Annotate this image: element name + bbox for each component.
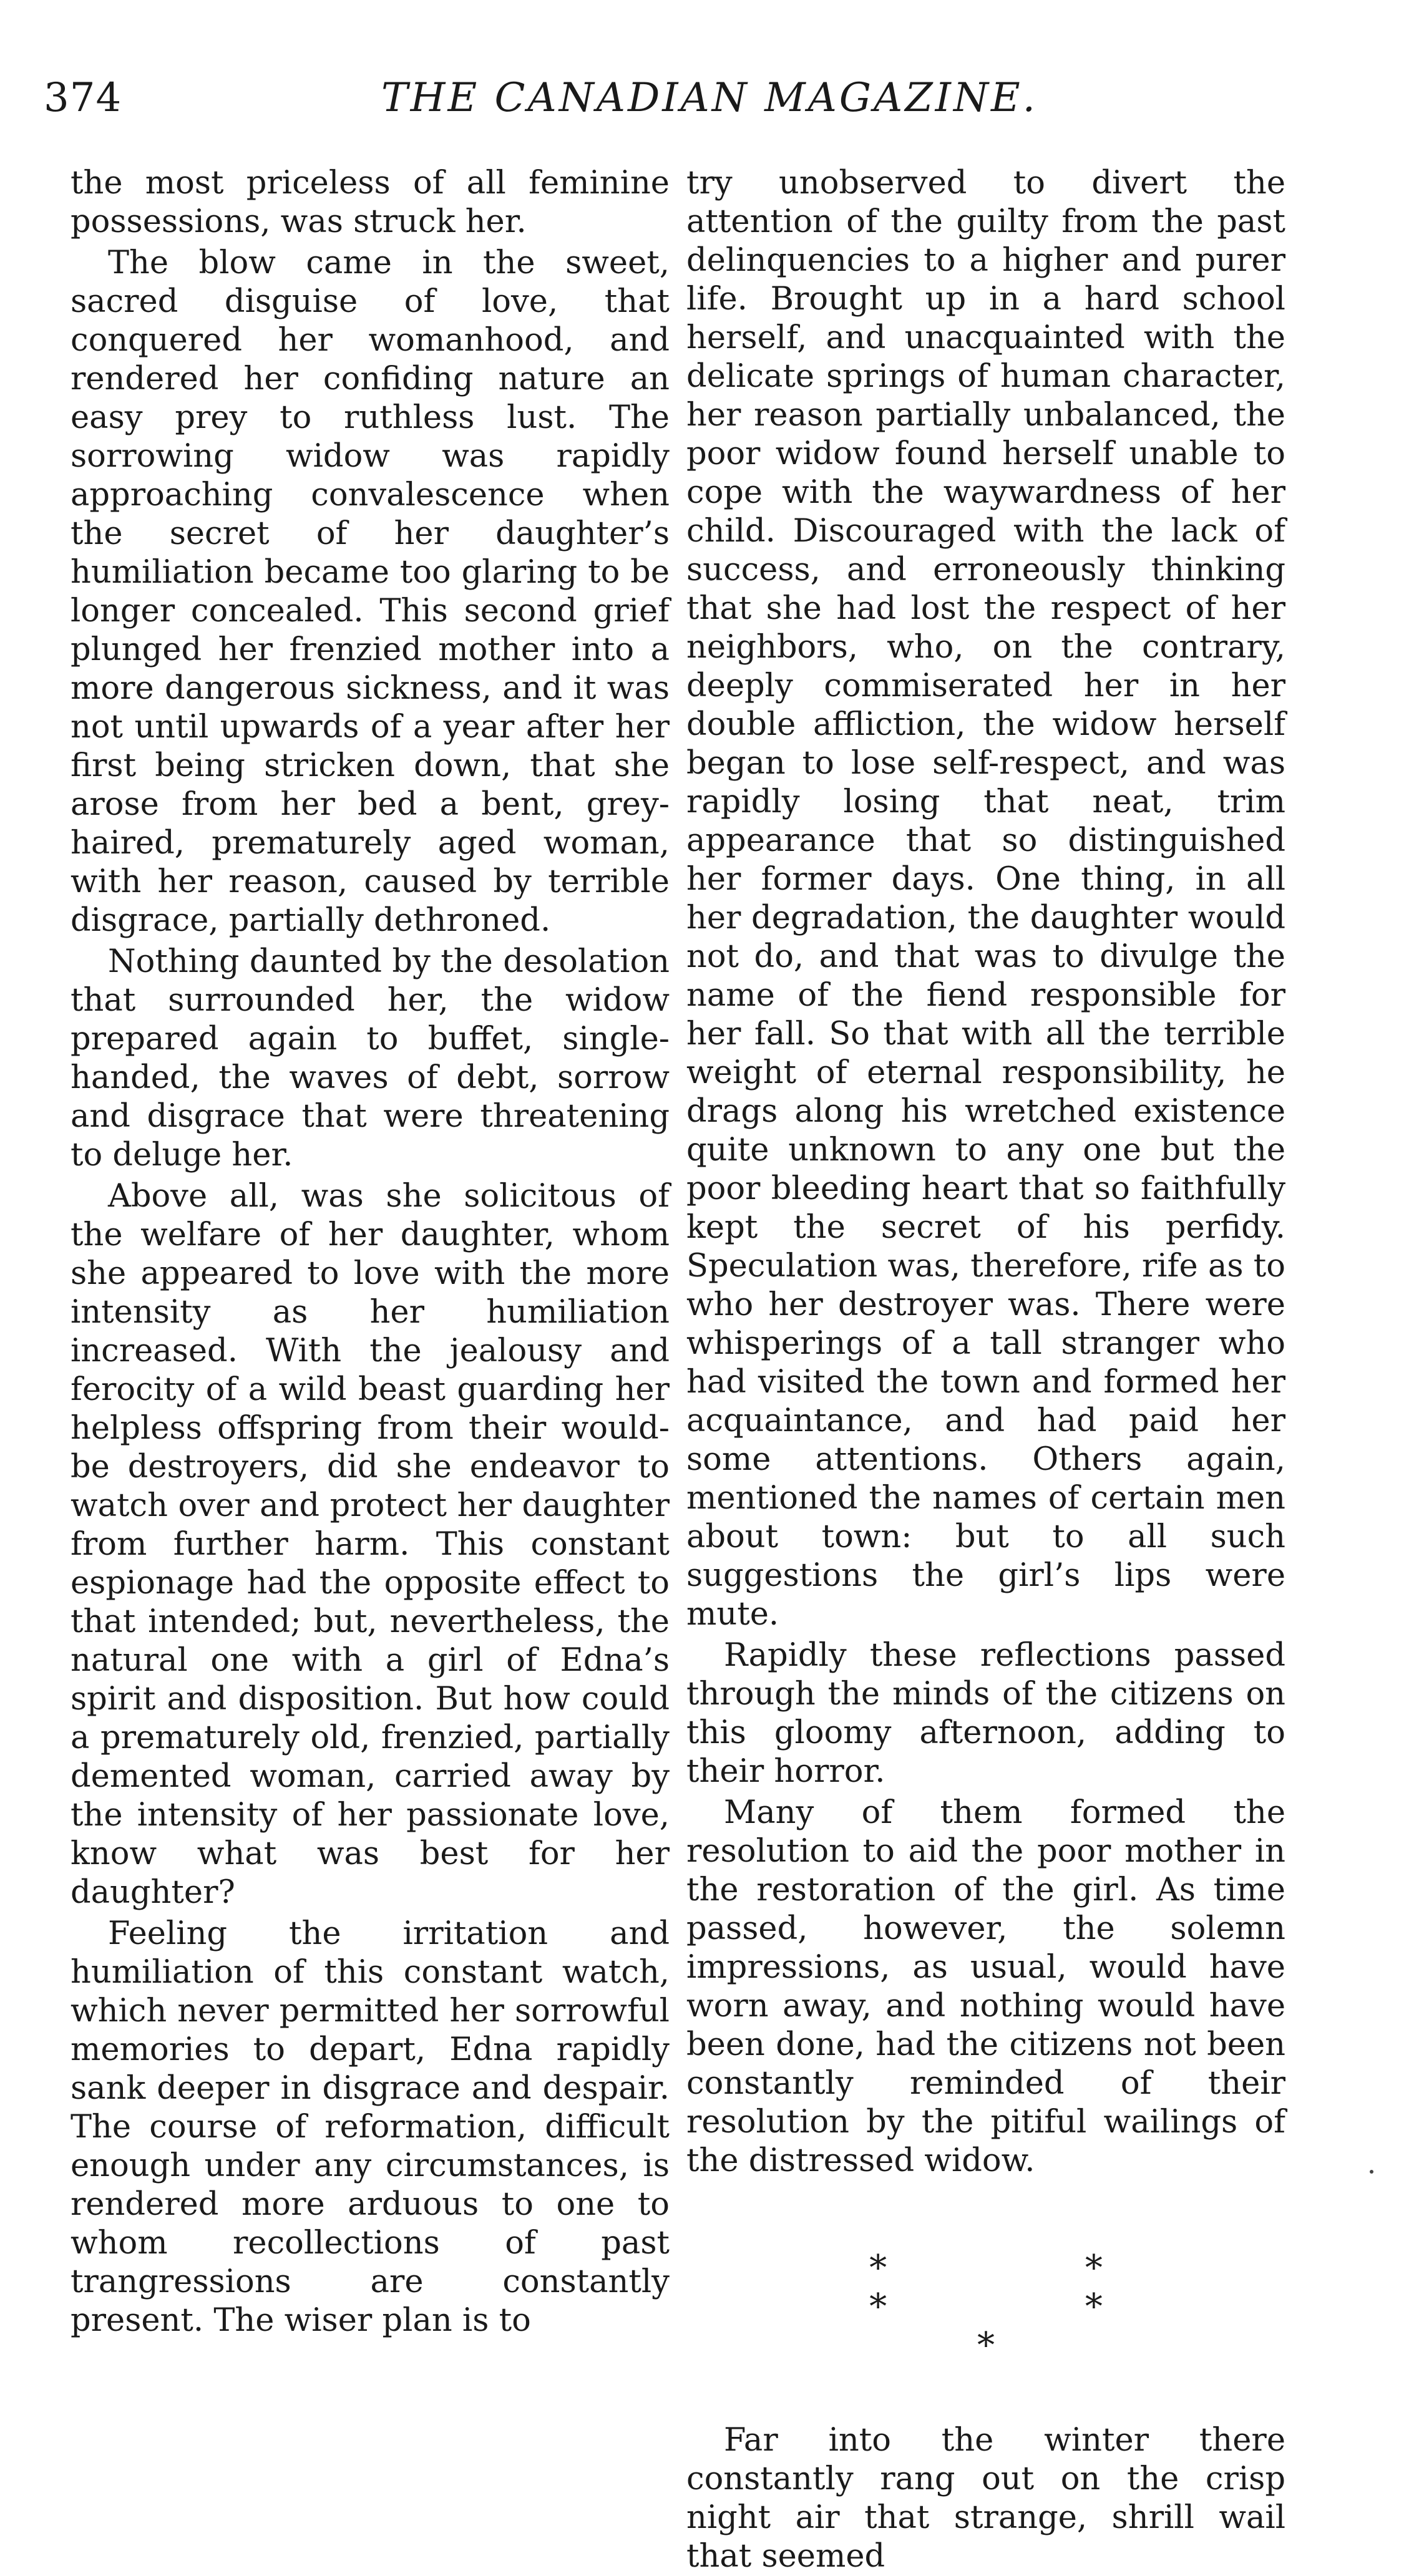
- left-column: [71, 164, 670, 2340]
- right-column: [686, 164, 1285, 2576]
- page-number: 374: [44, 75, 122, 121]
- section-break: * * * * *: [869, 2248, 1196, 2366]
- paragraph: the most priceless of all feminine possessions, was struck her.: [71, 165, 670, 240]
- page-header: [0, 75, 1419, 137]
- paragraph: try unobserved to divert the attention of the guilty from the past delinquencies to a higher and purer life. Brought up in a hard school herself, and unacquainted with the delicate springs of human character, her reason partially unbalanced, the poor widow found herself unable to cope with the waywardness of her child. Discouraged with the lack of success, and erroneously thinking that she had lost the respect of her neighbors, who, on the contrary, deeply commiserated her in her double affliction, the widow herself began to lose self-respect, and was rapidly losing that neat, trim appearance that so distinguished her former days. One thing, in all her degradation, the daughter would not do, and that was to divulge the name of the fiend responsible for her fall. So that with all the terrible weight of eternal responsibility, he drags along his wretched existence quite unknown to any one but the poor bleeding heart that so faithfully kept the secret of his perfidy. Speculation was, therefore, rife as to who her destroyer was. There were whisperings of a tall stranger who had visited the town and formed her acquaintance, and had paid her some attentions. Others again, mentioned the names of certain men about town: but to all such suggestions the girl’s lips were mute.: [686, 165, 1285, 1633]
- paragraph: Far into the winter there constantly rang out on the crisp night air that strange, shrill wail that seemed: [686, 2422, 1285, 2575]
- paragraph: Many of them formed the resolution to aid the poor mother in the restoration of the girl. As time passed, however, the solemn impressions, as usual, would have worn away, and nothing would have been done, had the citizens not been constantly reminded of their resolution by the pitiful wailings of the distressed widow.: [686, 1794, 1285, 2179]
- running-title: THE CANADIAN MAGAZINE.: [381, 75, 1038, 121]
- paragraph: The blow came in the sweet, sacred disguise of love, that conquered her womanhood, and rendered her confiding nature an easy prey to ruthless lust. The sorrowing widow was rapidly approaching convalescence when the secret of her daughter’s humiliation became too glaring to be longer concealed. This second grief plunged her frenzied mother into a more dangerous sickness, and it was not until upwards of a year after her first being stricken down, that she arose from her bed a bent, grey-haired, prematurely aged woman, with her reason, caused by terrible disgrace, partially dethroned.: [71, 245, 670, 939]
- paragraph: Above all, was she solicitous of the welfare of her daughter, whom she appeared to love with the more intensity as her humiliation increased. With the jealousy and ferocity of a wild beast guarding her helpless offspring from their would-be destroyers, did she endeavor to watch over and protect her daughter from further harm. This constant espionage had the opposite effect to that intended; but, nevertheless, the natural one with a girl of Edna’s spirit and disposition. But how could a prematurely old, frenzied, partially demented woman, carried away by the intensity of her passionate love, know what was best for her daughter?: [71, 1178, 670, 1911]
- paragraph: Nothing daunted by the desolation that surrounded her, the widow prepared again to buffet, single-handed, the waves of debt, sorrow and disgrace that were threatening to deluge her.: [71, 943, 670, 1174]
- margin-mark: [1370, 2170, 1373, 2174]
- paragraph: Rapidly these reflections passed through the minds of the citizens on this gloomy afternoon, adding to their horror.: [686, 1637, 1285, 1790]
- paragraph: Feeling the irritation and humiliation of this constant watch, which never permitted her sorrowful memories to depart, Edna rapidly sank deeper in disgrace and despair. The course of reformation, difficult enough under any circumstances, is rendered more arduous to one to whom recollections of past trangressions are constantly present. The wiser plan is to: [71, 1915, 670, 2339]
